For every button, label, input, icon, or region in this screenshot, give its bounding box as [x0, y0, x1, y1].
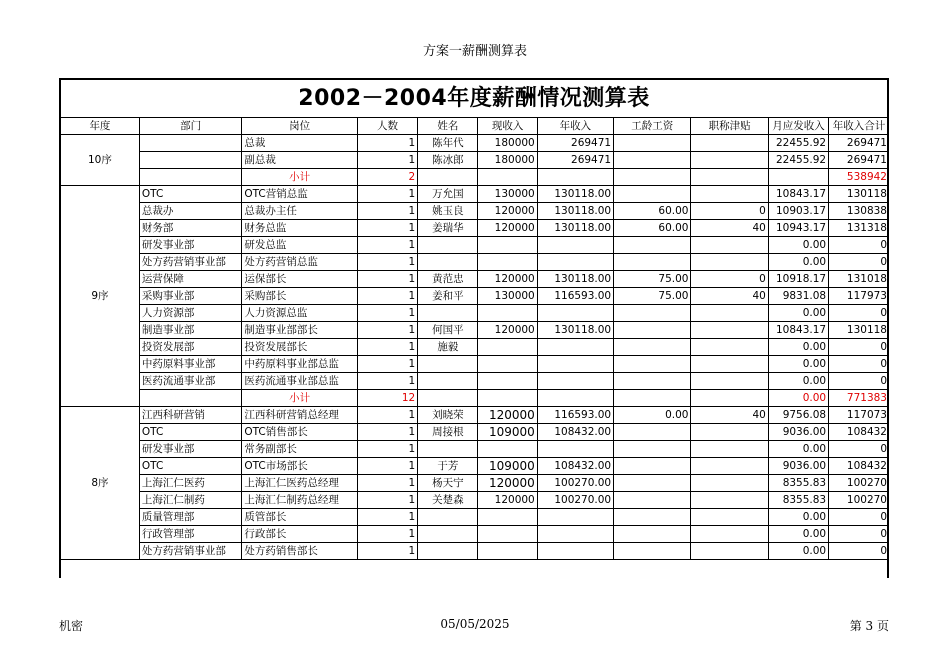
cell-annual: 116593.00 [537, 288, 613, 305]
cell-monthly: 0.00 [768, 543, 828, 560]
table-row [61, 526, 889, 543]
cell-total: 0 [829, 526, 889, 543]
cell-dept: OTC [139, 186, 241, 203]
cell-dept: OTC [139, 458, 241, 475]
cell-name: 姜和平 [418, 288, 478, 305]
cell-post: 医药流通事业部总监 [242, 373, 358, 390]
cell-name [418, 543, 478, 560]
cell-seniority [614, 339, 691, 356]
table-row [61, 509, 889, 526]
cell-cur: 109000 [478, 458, 537, 475]
cell-cur [478, 237, 537, 254]
empty-cell [418, 169, 478, 186]
empty-cell [614, 169, 691, 186]
cell-cur: 180000 [478, 135, 537, 152]
column-header: 年度 [61, 118, 139, 135]
cell-cur: 120000 [478, 475, 537, 492]
cell-title-allow [691, 373, 768, 390]
cell-total: 0 [829, 441, 889, 458]
empty-cell [478, 169, 537, 186]
cell-seniority [614, 237, 691, 254]
cell-name: 杨天宁 [418, 475, 478, 492]
cell-total: 108432 [829, 424, 889, 441]
cell-title-allow: 40 [691, 220, 768, 237]
cell-dept: 上海汇仁医药 [139, 475, 241, 492]
table-row [61, 475, 889, 492]
cell-monthly: 8355.83 [768, 475, 828, 492]
cell-monthly: 0.00 [768, 237, 828, 254]
cell-seniority [614, 424, 691, 441]
cell-annual: 130118.00 [537, 186, 613, 203]
cell-count: 1 [357, 135, 417, 152]
table-row [61, 220, 889, 237]
year-cell: 10序 [61, 135, 139, 186]
table-row [61, 458, 889, 475]
cell-title-allow [691, 543, 768, 560]
cell-dept: 中药原料事业部 [139, 356, 241, 373]
cell-monthly: 9036.00 [768, 458, 828, 475]
cell-cur: 120000 [478, 492, 537, 509]
cell-dept: 上海汇仁制药 [139, 492, 241, 509]
subtotal-monthly [768, 169, 828, 186]
cell-count: 1 [357, 543, 417, 560]
cell-annual: 116593.00 [537, 407, 613, 424]
cell-count: 1 [357, 373, 417, 390]
cell-monthly: 0.00 [768, 441, 828, 458]
subtotal-row [61, 390, 889, 407]
cell-title-allow [691, 441, 768, 458]
column-header: 人数 [357, 118, 417, 135]
cell-count: 1 [357, 186, 417, 203]
cell-dept: 采购事业部 [139, 288, 241, 305]
cell-count: 1 [357, 237, 417, 254]
table-row [61, 152, 889, 169]
subtotal-row [61, 169, 889, 186]
cell-name [418, 237, 478, 254]
table-row [61, 407, 889, 424]
cell-seniority: 0.00 [614, 407, 691, 424]
cell-cur [478, 254, 537, 271]
cell-post: OTC销售部长 [242, 424, 358, 441]
cell-post: 总裁办主任 [242, 203, 358, 220]
empty-cell [691, 169, 768, 186]
table-row [61, 254, 889, 271]
cell-dept: 总裁办 [139, 203, 241, 220]
cell-annual: 108432.00 [537, 458, 613, 475]
cell-dept: 制造事业部 [139, 322, 241, 339]
cell-total: 0 [829, 373, 889, 390]
column-header: 岗位 [242, 118, 358, 135]
cell-dept: 研发事业部 [139, 237, 241, 254]
cell-monthly: 9831.08 [768, 288, 828, 305]
cell-total: 100270 [829, 492, 889, 509]
cell-title-allow: 40 [691, 288, 768, 305]
table-row [61, 373, 889, 390]
cell-name [418, 356, 478, 373]
table-row [61, 424, 889, 441]
cell-seniority [614, 509, 691, 526]
cell-dept: 江西科研营销 [139, 407, 241, 424]
cell-cur: 130000 [478, 288, 537, 305]
cell-count: 1 [357, 220, 417, 237]
cell-name [418, 305, 478, 322]
cell-total: 0 [829, 237, 889, 254]
cell-total: 117973 [829, 288, 889, 305]
cell-post: 运保部长 [242, 271, 358, 288]
cell-post: OTC营销总监 [242, 186, 358, 203]
table-row [61, 356, 889, 373]
cell-count: 1 [357, 322, 417, 339]
cell-monthly: 22455.92 [768, 152, 828, 169]
cell-seniority [614, 305, 691, 322]
cell-dept [139, 169, 241, 186]
table-row [61, 186, 889, 203]
cell-total: 130118 [829, 186, 889, 203]
cell-annual [537, 543, 613, 560]
cell-dept: 投资发展部 [139, 339, 241, 356]
cell-seniority: 75.00 [614, 271, 691, 288]
cell-title-allow [691, 356, 768, 373]
cell-dept: 医药流通事业部 [139, 373, 241, 390]
cell-count: 1 [357, 424, 417, 441]
cell-title-allow [691, 339, 768, 356]
cell-count: 1 [357, 509, 417, 526]
cell-title-allow [691, 135, 768, 152]
cell-title-allow [691, 152, 768, 169]
cell-name: 施毅 [418, 339, 478, 356]
cell-cur: 109000 [478, 424, 537, 441]
cell-title-allow [691, 458, 768, 475]
cell-monthly: 10943.17 [768, 220, 828, 237]
cell-count: 1 [357, 407, 417, 424]
cell-count: 1 [357, 339, 417, 356]
cell-cur: 130000 [478, 186, 537, 203]
cell-title-allow [691, 475, 768, 492]
cell-annual [537, 237, 613, 254]
cell-total: 0 [829, 339, 889, 356]
cell-post: 行政部长 [242, 526, 358, 543]
cell-cur [478, 339, 537, 356]
cell-count: 1 [357, 152, 417, 169]
cell-annual [537, 356, 613, 373]
cell-count: 1 [357, 356, 417, 373]
cell-monthly: 0.00 [768, 254, 828, 271]
subtotal-label: 小计 [242, 390, 358, 407]
subtotal-count: 2 [357, 169, 417, 186]
cell-title-allow [691, 186, 768, 203]
sheet-title: 2002－2004年度薪酬情况测算表 [61, 80, 887, 118]
cell-cur [478, 373, 537, 390]
cell-title-allow [691, 424, 768, 441]
cell-total: 0 [829, 356, 889, 373]
column-header: 工龄工资 [614, 118, 691, 135]
empty-cell [478, 390, 537, 407]
cell-dept: 财务部 [139, 220, 241, 237]
cell-monthly: 10918.17 [768, 271, 828, 288]
cell-count: 1 [357, 458, 417, 475]
cell-name [418, 526, 478, 543]
table-row [61, 305, 889, 322]
cell-dept: 质量管理部 [139, 509, 241, 526]
cell-dept: 研发事业部 [139, 441, 241, 458]
cell-name: 于芳 [418, 458, 478, 475]
cell-total: 130838 [829, 203, 889, 220]
cell-count: 1 [357, 441, 417, 458]
cell-monthly: 0.00 [768, 509, 828, 526]
cell-total: 131318 [829, 220, 889, 237]
column-header: 年收入合计 [829, 118, 889, 135]
cell-name: 万允国 [418, 186, 478, 203]
cell-dept: 运营保障 [139, 271, 241, 288]
cell-dept [139, 152, 241, 169]
cell-annual: 130118.00 [537, 271, 613, 288]
cell-annual [537, 509, 613, 526]
cell-seniority [614, 492, 691, 509]
cell-post: 中药原料事业部总监 [242, 356, 358, 373]
table-row [61, 492, 889, 509]
cell-annual [537, 254, 613, 271]
cell-monthly: 8355.83 [768, 492, 828, 509]
footer-confidential: 机密 [59, 619, 84, 633]
cell-total: 269471 [829, 135, 889, 152]
cell-total: 269471 [829, 152, 889, 169]
cell-annual [537, 441, 613, 458]
cell-total: 108432 [829, 458, 889, 475]
cell-count: 1 [357, 271, 417, 288]
column-header: 姓名 [418, 118, 478, 135]
spreadsheet [59, 78, 889, 578]
cell-monthly: 10843.17 [768, 322, 828, 339]
cell-post: 质管部长 [242, 509, 358, 526]
cell-name: 黄范忠 [418, 271, 478, 288]
subtotal-total: 771383 [829, 390, 889, 407]
page-header: 方案一薪酬测算表 [422, 44, 527, 59]
cell-count: 1 [357, 254, 417, 271]
cell-cur [478, 526, 537, 543]
cell-total: 0 [829, 543, 889, 560]
cell-seniority [614, 373, 691, 390]
footer-page-number: 第 3 页 [849, 619, 889, 633]
cell-seniority [614, 543, 691, 560]
table-row [61, 441, 889, 458]
cell-name: 姚玉良 [418, 203, 478, 220]
cell-post: 制造事业部部长 [242, 322, 358, 339]
empty-cell [537, 169, 613, 186]
cell-title-allow [691, 492, 768, 509]
table-row [61, 271, 889, 288]
cell-total: 0 [829, 509, 889, 526]
cell-title-allow [691, 254, 768, 271]
cell-seniority [614, 441, 691, 458]
cell-count: 1 [357, 305, 417, 322]
cell-cur: 120000 [478, 407, 537, 424]
subtotal-monthly: 0.00 [768, 390, 828, 407]
cell-dept: 行政管理部 [139, 526, 241, 543]
cell-cur: 120000 [478, 220, 537, 237]
empty-cell [691, 390, 768, 407]
cell-name [418, 441, 478, 458]
cell-total: 130118 [829, 322, 889, 339]
cell-count: 1 [357, 203, 417, 220]
cell-post: 江西科研营销总经理 [242, 407, 358, 424]
salary-table [61, 118, 889, 560]
cell-dept: 人力资源部 [139, 305, 241, 322]
table-row [61, 237, 889, 254]
cell-seniority: 75.00 [614, 288, 691, 305]
column-header: 年收入 [537, 118, 613, 135]
cell-total: 100270 [829, 475, 889, 492]
cell-annual: 269471 [537, 152, 613, 169]
subtotal-count: 12 [357, 390, 417, 407]
table-row [61, 288, 889, 305]
cell-seniority [614, 186, 691, 203]
column-header: 月应发收入 [768, 118, 828, 135]
cell-cur [478, 441, 537, 458]
cell-cur: 120000 [478, 271, 537, 288]
column-header: 部门 [139, 118, 241, 135]
cell-total: 0 [829, 305, 889, 322]
cell-seniority [614, 475, 691, 492]
cell-seniority: 60.00 [614, 203, 691, 220]
cell-dept: 处方药营销事业部 [139, 254, 241, 271]
cell-dept [139, 390, 241, 407]
cell-name: 陈冰郎 [418, 152, 478, 169]
cell-title-allow [691, 509, 768, 526]
cell-post: OTC市场部长 [242, 458, 358, 475]
empty-cell [537, 390, 613, 407]
cell-name [418, 509, 478, 526]
cell-monthly: 10903.17 [768, 203, 828, 220]
column-header: 现收入 [478, 118, 537, 135]
header-row [61, 118, 889, 135]
table-row [61, 543, 889, 560]
cell-post: 上海汇仁制药总经理 [242, 492, 358, 509]
cell-annual [537, 339, 613, 356]
cell-annual: 130118.00 [537, 220, 613, 237]
cell-monthly: 0.00 [768, 356, 828, 373]
cell-title-allow: 0 [691, 203, 768, 220]
cell-monthly: 22455.92 [768, 135, 828, 152]
cell-post: 副总裁 [242, 152, 358, 169]
subtotal-total: 538942 [829, 169, 889, 186]
cell-seniority: 60.00 [614, 220, 691, 237]
cell-title-allow [691, 322, 768, 339]
cell-cur: 120000 [478, 203, 537, 220]
cell-name [418, 373, 478, 390]
cell-post: 常务副部长 [242, 441, 358, 458]
cell-total: 131018 [829, 271, 889, 288]
cell-post: 研发总监 [242, 237, 358, 254]
cell-monthly: 0.00 [768, 339, 828, 356]
cell-cur: 120000 [478, 322, 537, 339]
cell-name [418, 254, 478, 271]
cell-seniority [614, 458, 691, 475]
cell-monthly: 0.00 [768, 526, 828, 543]
cell-title-allow: 0 [691, 271, 768, 288]
cell-count: 1 [357, 475, 417, 492]
cell-seniority [614, 356, 691, 373]
cell-name: 姜瑞华 [418, 220, 478, 237]
cell-annual: 130118.00 [537, 322, 613, 339]
cell-annual: 269471 [537, 135, 613, 152]
cell-monthly: 0.00 [768, 305, 828, 322]
cell-title-allow [691, 526, 768, 543]
cell-cur [478, 543, 537, 560]
cell-post: 采购部长 [242, 288, 358, 305]
cell-post: 投资发展部长 [242, 339, 358, 356]
cell-post: 处方药营销总监 [242, 254, 358, 271]
cell-annual [537, 305, 613, 322]
cell-count: 1 [357, 526, 417, 543]
cell-monthly: 9756.08 [768, 407, 828, 424]
cell-annual [537, 373, 613, 390]
cell-name: 刘晓荣 [418, 407, 478, 424]
cell-cur [478, 509, 537, 526]
cell-cur [478, 356, 537, 373]
table-row [61, 203, 889, 220]
cell-annual: 100270.00 [537, 475, 613, 492]
cell-dept: OTC [139, 424, 241, 441]
cell-name: 周接根 [418, 424, 478, 441]
column-header: 职称津贴 [691, 118, 768, 135]
footer-date: 05/05/2025 [440, 617, 510, 631]
cell-count: 1 [357, 288, 417, 305]
cell-dept [139, 135, 241, 152]
cell-post: 上海汇仁医药总经理 [242, 475, 358, 492]
table-row [61, 135, 889, 152]
year-cell: 9序 [61, 186, 139, 407]
cell-title-allow [691, 237, 768, 254]
cell-seniority [614, 322, 691, 339]
year-cell: 8序 [61, 407, 139, 560]
cell-post: 总裁 [242, 135, 358, 152]
cell-name: 陈年代 [418, 135, 478, 152]
cell-post: 财务总监 [242, 220, 358, 237]
cell-annual: 130118.00 [537, 203, 613, 220]
cell-seniority [614, 254, 691, 271]
cell-title-allow [691, 305, 768, 322]
cell-seniority [614, 526, 691, 543]
cell-cur: 180000 [478, 152, 537, 169]
empty-cell [614, 390, 691, 407]
cell-annual: 100270.00 [537, 492, 613, 509]
cell-cur [478, 305, 537, 322]
cell-name: 关楚森 [418, 492, 478, 509]
cell-post: 处方药销售部长 [242, 543, 358, 560]
cell-monthly: 9036.00 [768, 424, 828, 441]
cell-seniority [614, 135, 691, 152]
cell-seniority [614, 152, 691, 169]
cell-total: 0 [829, 254, 889, 271]
cell-total: 117073 [829, 407, 889, 424]
table-row [61, 322, 889, 339]
cell-monthly: 0.00 [768, 373, 828, 390]
cell-count: 1 [357, 492, 417, 509]
cell-dept: 处方药营销事业部 [139, 543, 241, 560]
cell-name: 何国平 [418, 322, 478, 339]
cell-annual: 108432.00 [537, 424, 613, 441]
empty-cell [418, 390, 478, 407]
cell-annual [537, 526, 613, 543]
cell-monthly: 10843.17 [768, 186, 828, 203]
table-row [61, 339, 889, 356]
cell-title-allow: 40 [691, 407, 768, 424]
subtotal-label: 小计 [242, 169, 358, 186]
cell-post: 人力资源总监 [242, 305, 358, 322]
